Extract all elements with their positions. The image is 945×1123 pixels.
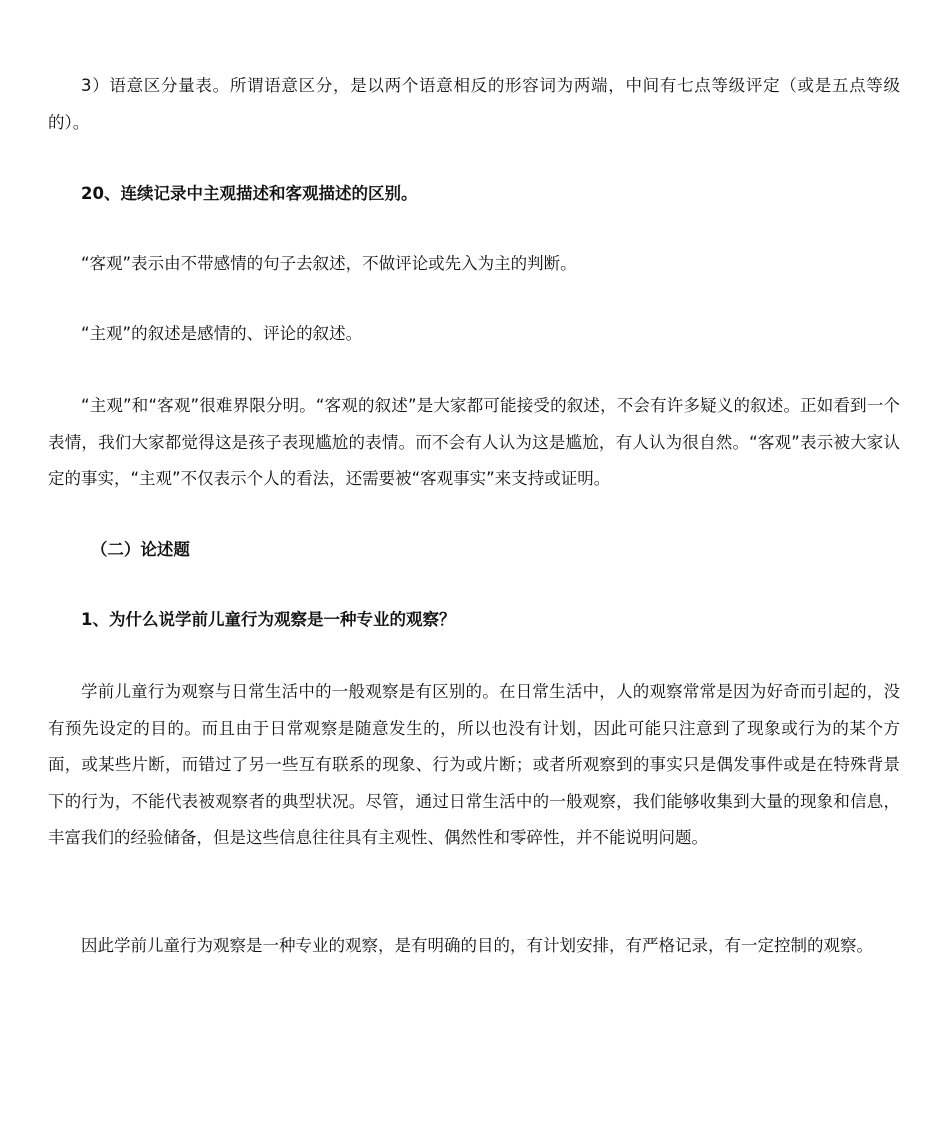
paragraph-everyday-vs-professional-observation: 学前儿童行为观察与日常生活中的一般观察是有区别的。在日常生活中，人的观察常常是因为好奇而引起的，没有预先设定的目的。而且由于日常观察是随意发生的，所以也没有计划，因此可能只注意到了现象或行为的某个方面，或某些片断，而错过了另一些互有联系的现象、行为或片断；或者所观察到的事实只是偶发事件或是在特殊背景下的行为，不能代表被观察者的典型状况。尽管，通过日常生活中的一般观察，我们能够收集到大量的现象和信息，丰富我们的经验储备，但是这些信息往往具有主观性、偶然性和零碎性，并不能说明问题。 <box>48 682 900 847</box>
paragraph-semantic-differential-scale: 3）语意区分量表。所谓语意区分，是以两个语意相反的形容词为两端，中间有七点等级评定（或是五点等级的）。 <box>48 76 900 132</box>
heading-essay-question-1: 1、为什么说学前儿童行为观察是一种专业的观察？ <box>81 610 456 629</box>
paragraph-objective-definition: “客观”表示由不带感情的句子去叙述，不做评论或先入为主的判断。 <box>81 254 577 273</box>
paragraph-conclusion: 因此学前儿童行为观察是一种专业的观察，是有明确的目的，有计划安排，有严格记录，有一定控制的观察。 <box>81 936 873 955</box>
paragraph-subjective-definition: “主观”的叙述是感情的、评论的叙述。 <box>81 324 363 343</box>
paragraph-subjective-objective-boundary: “主观”和“客观”很难界限分明。“客观的叙述”是大家都可能接受的叙述，不会有许多疑义的叙述。正如看到一个表情，我们大家都觉得这是孩子表现尴尬的表情。而不会有人认为这是尴尬，有人认为很自然。“客观”表示被大家认定的事实，“主观”不仅表示个人的看法，还需要被“客观事实”来支持或证明。 <box>48 396 900 488</box>
heading-essay-section: （二）论述题 <box>90 540 190 559</box>
heading-question-20: 20、连续记录中主观描述和客观描述的区别。 <box>81 184 418 203</box>
